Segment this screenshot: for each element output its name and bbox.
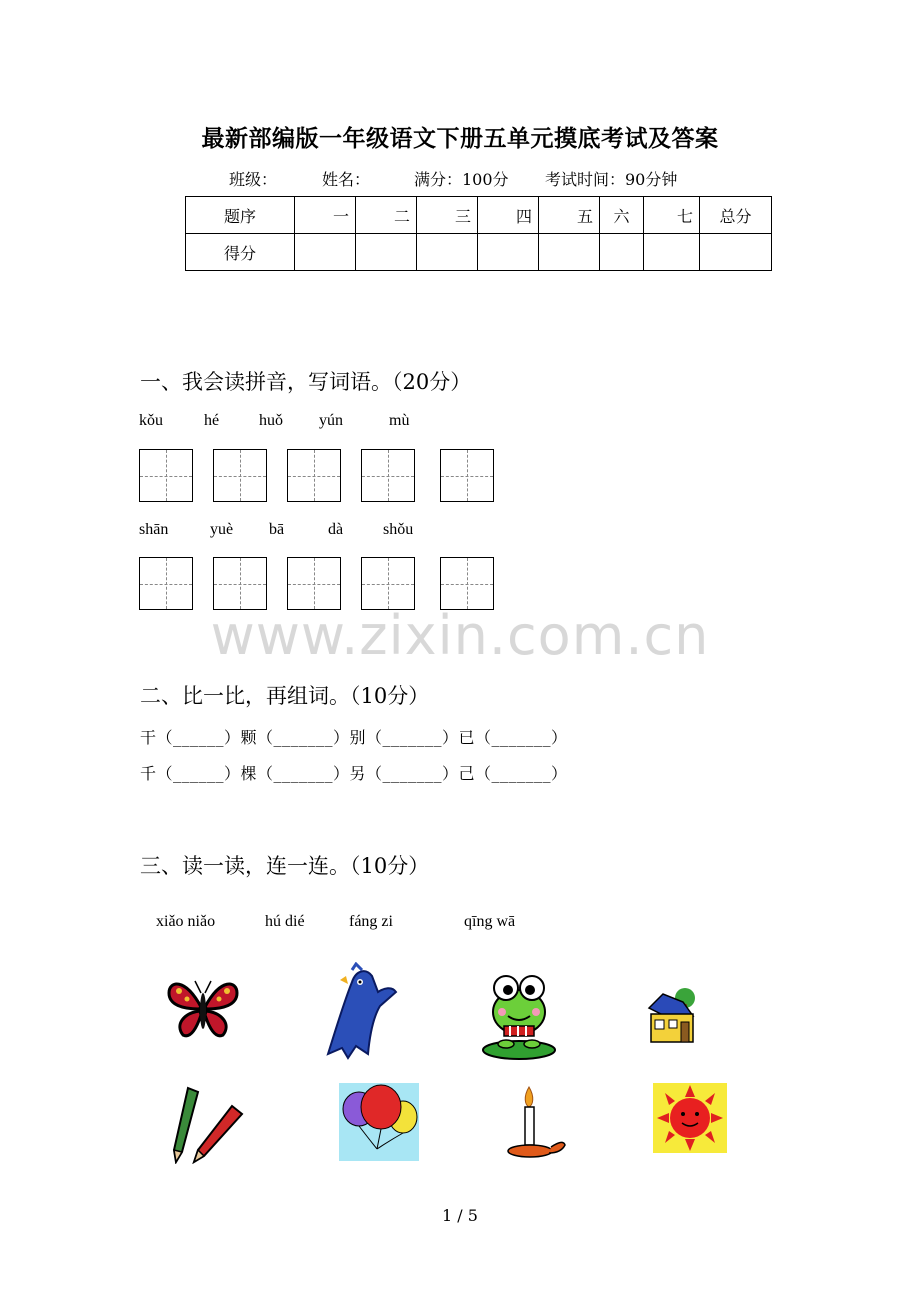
section1-heading: 一、我会读拼音，写词语。（20分） [140,370,472,394]
score-cell: 题序 [186,197,295,234]
score-blank[interactable] [644,234,700,271]
compare-line-1: 干（______）颗（_______）别（_______）已（_______） [140,728,568,747]
score-cell: 七 [644,197,700,234]
pinyin-label: huǒ [259,412,283,429]
writing-box[interactable] [139,557,193,610]
frog-icon[interactable] [480,968,558,1060]
score-cell: 四 [478,197,539,234]
pinyin-word: hú dié [265,913,305,930]
writing-box[interactable] [139,449,193,502]
pinyin-label: hé [204,412,220,429]
score-cell: 得分 [186,234,295,271]
score-blank[interactable] [539,234,600,271]
writing-box[interactable] [440,449,494,502]
section3-heading: 三、读一读，连一连。（10分） [140,854,430,878]
pencil-icon[interactable] [168,1082,248,1164]
exam-time: 考试时间：90分钟 [545,170,678,189]
score-blank[interactable] [417,234,478,271]
score-cell: 总分 [700,197,772,234]
pinyin-label: yún [319,412,343,429]
name-label: 姓名： [322,170,371,189]
score-blank[interactable] [478,234,539,271]
bird-icon[interactable] [322,962,400,1062]
score-blank[interactable] [295,234,356,271]
writing-box[interactable] [213,557,267,610]
pinyin-label: shǒu [383,521,414,538]
page-title: 最新部编版一年级语文下册五单元摸底考试及答案 [201,125,719,152]
pinyin-word: qīng wā [464,913,516,930]
score-cell: 一 [295,197,356,234]
watermark: www.zixin.com.cn [210,604,710,667]
section2-heading: 二、比一比，再组词。（10分） [140,684,430,708]
score-blank[interactable] [356,234,417,271]
writing-box[interactable] [213,449,267,502]
page-number: 1 / 5 [442,1206,478,1225]
score-value-row [186,234,772,271]
score-cell: 五 [539,197,600,234]
score-cell: 三 [417,197,478,234]
full-score: 满分：100分 [414,170,509,189]
writing-box[interactable] [361,557,415,610]
pinyin-label: bā [269,521,285,538]
house-icon[interactable] [645,982,699,1046]
writing-box[interactable] [361,449,415,502]
balloon-icon[interactable] [339,1083,419,1161]
butterfly-icon[interactable] [165,975,241,1041]
sun-icon[interactable] [653,1083,727,1153]
pinyin-label: yuè [210,521,234,538]
class-label: 班级： [229,170,278,189]
pinyin-label: shān [139,521,169,538]
score-blank[interactable] [600,234,644,271]
score-blank[interactable] [700,234,772,271]
pinyin-word: xiǎo niǎo [156,913,216,930]
pinyin-label: kǒu [139,412,163,429]
score-cell: 六 [600,197,644,234]
pinyin-label: dà [328,521,344,538]
writing-box[interactable] [287,449,341,502]
candle-icon[interactable] [503,1083,569,1165]
compare-line-2: 千（______）棵（_______）另（_______）己（_______） [140,764,568,783]
pinyin-word: fáng zi [349,913,393,930]
writing-box[interactable] [287,557,341,610]
pinyin-label: mù [389,412,410,429]
writing-box[interactable] [440,557,494,610]
score-table [185,196,772,271]
score-header-row [186,197,772,234]
score-cell: 二 [356,197,417,234]
